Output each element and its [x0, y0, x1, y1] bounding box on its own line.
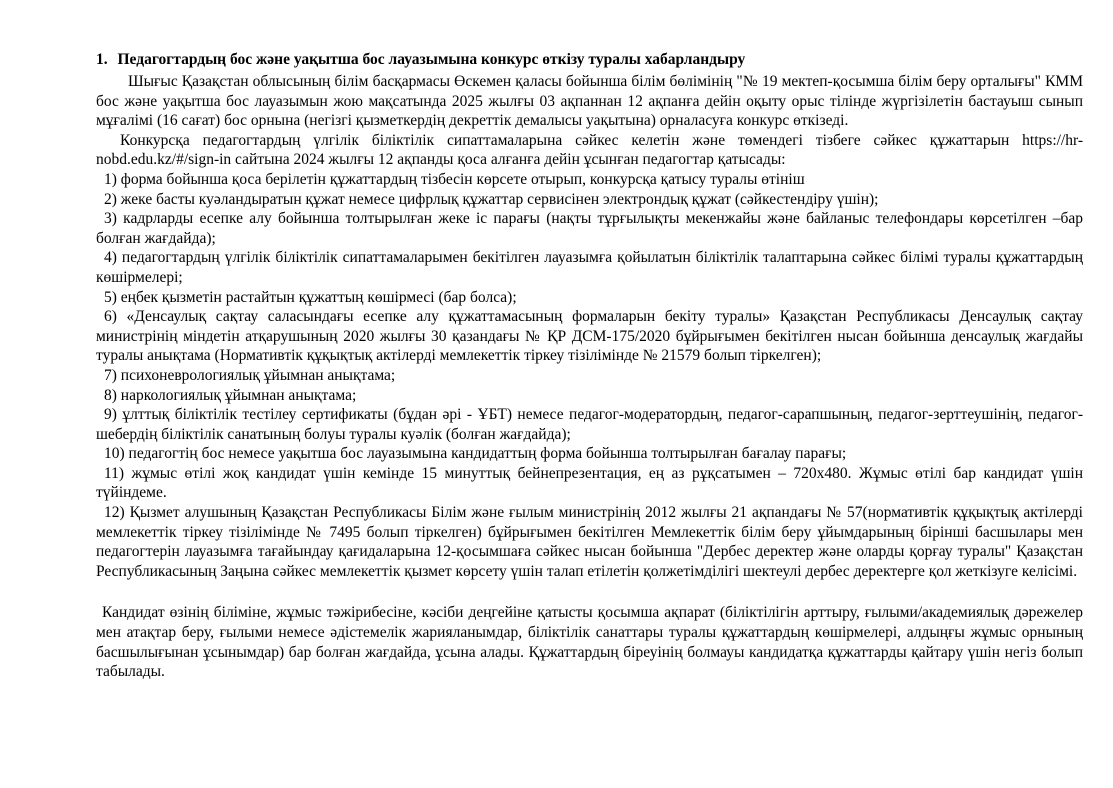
list-item-7: 7) психоневрологиялық ұйымнан анықтама; [104, 366, 396, 384]
list-item-1: 1) форма бойынша қоса берілетін құжаттардың тізбесін көрсете отырып, конкурсқа қатысу туралы өтініш [104, 170, 805, 188]
list-item-10: 10) педагогтің бос немесе уақытша бос лауазымына кандидаттың форма бойынша толтырылған бағалау парағы; [104, 445, 847, 463]
list-item-2: 2) жеке басты куәландыратын құжат немесе цифрлық құжаттар сервисінен электрондық құжат (сәйкестендіру үшін); [104, 190, 879, 208]
list-item-8: 8) наркологиялық ұйымнан анықтама; [104, 386, 357, 404]
intro-paragraph: Шығыс Қазақстан облысының білім басқармасы Өскемен қаласы бойынша білім бөлімінің "№ 19 мектеп-қосымша білім беру орталығы" КММ бос және уақытша бос лауазымын жою мақсатында 2025 жылғы 03 ақпаннан 12 ақпанға дейін оқыту орыс тілінде жүргізілетін бастауыш сынып мұғалімі (16 сағат) бос орнына (негізгі қызметкердің декреттік демалысы уақытына) орналасуға конкурс өткізеді. [96, 73, 1083, 130]
section-heading [96, 50, 1083, 70]
requirements-intro-paragraph: Конкурсқа педагогтардың үлгілік біліктілік сипаттамаларына сәйкес келетін және төмендегі тізбеге сәйкес құжаттарын https://hr-nobd.edu.kz/#/sign-in сайтына 2024 жылғы 12 ақпанды қоса алғанға дейін ұсынған педагогтар қатысады: [96, 131, 1083, 169]
list-item-11: 11) жұмыс өтілі жоқ кандидат үшін кемінде 15 минуттық бейнепрезентация, ең аз рұқсатымен – 720х480. Жұмыс өтілі бар кандидат үшін түйіндеме. [96, 464, 1083, 502]
list-item-9: 9) ұлттық біліктілік тестілеу сертификаты (бұдан әрі - ҰБТ) немесе педагог-модератордың, педагог-сарапшының, педагог-зерттеушінің, педагог-шебердің біліктілік санатының болуы туралы куәлік (болған жағдайда); [96, 406, 1083, 443]
section-title: Педагогтардың бос және уақытша бос лауазымына конкурс өткізу туралы хабарландыру [117, 51, 746, 68]
paragraph-gap [96, 581, 1083, 603]
list-item-3: 3) кадрларды есепке алу бойынша толтырылған жеке іс парағы (нақты тұрғылықты мекенжайы және байланыс телефондары көрсетілген –бар болған жағдайда); [96, 210, 1083, 247]
section-number: 1. [96, 51, 108, 68]
list-item-6: 6) «Денсаулық сақтау саласындағы есепке алу құжаттамасының формаларын бекіту туралы» Қазақстан Республикасы Денсаулық сақтау министрінің міндетін атқарушының 2020 жылғы 30 қазандағы № ҚР ДСМ-175/2020 бұйрығымен бекітілген нысан бойынша денсаулық жағдайы туралы анықтама (Нормативтік құқықтық актілерді мемлекеттік тіркеу тізілімінде № 21579 болып тіркелген); [96, 308, 1083, 365]
list-item-12: 12) Қызмет алушының Қазақстан Республикасы Білім және ғылым министрінің 2012 жылғы 21 ақпандағы № 57(нормативтік құқықтық актілерді мемлекеттік тіркеу тізілімінде № 7495 болып тіркелген) бұйрығымен бекітілген Мемлекеттік білім беру ұйымдарының бірінші басшылары мен педагогтерін лауазымға тағайындау қағидаларына 12-қосымшаға сәйкес нысан бойынша "Дербес деректер және оларды қорғау туралы" Қазақстан Республикасының Заңына сәйкес мемлекеттік қызмет көрсету үшін талап етілетін қолжетімділігі шектеулі дербес деректерге қол жеткізуге келісімі. [96, 504, 1083, 580]
closing-paragraph: Кандидат өзінің біліміне, жұмыс тәжірибесіне, кәсіби деңгейіне қатысты қосымша ақпарат (біліктілігін арттыру, ғылыми/академиялық дәрежелер мен атақтар беру, ғылыми немесе әдістемелік жарияланымдар, біліктілік санаттары туралы құжаттардың көшірмелері, алдыңғы жұмыс орнының басшылығынан ұсынымдар) бар болған жағдайда, ұсына алады. Құжаттардың біреуінің болмауы кандидатқа құжаттарды қайтару үшін негіз болып табылады. [96, 604, 1083, 681]
list-item-5: 5) еңбек қызметін растайтын құжаттың көшірмесі (бар болса); [104, 288, 517, 306]
list-item-4: 4) педагогтардың үлгілік біліктілік сипаттамаларымен бекітілген лауазымға қойылатын біліктілік талаптарына сәйкес білімі туралы құжаттардың көшірмелері; [96, 249, 1083, 286]
